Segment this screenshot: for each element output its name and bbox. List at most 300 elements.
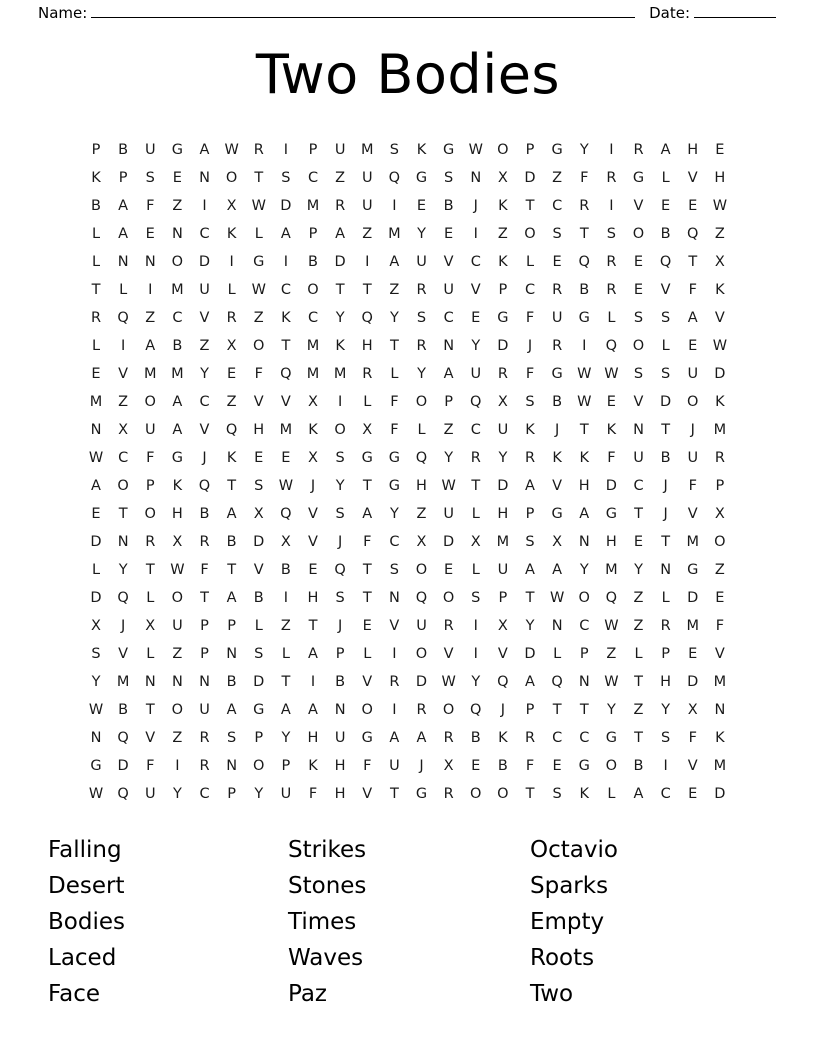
grid-cell[interactable]: X xyxy=(280,534,291,551)
grid-cell[interactable]: P xyxy=(444,394,453,411)
grid-cell[interactable]: S xyxy=(633,366,644,383)
grid-cell[interactable]: V xyxy=(199,310,210,327)
grid-cell[interactable]: X xyxy=(497,394,508,411)
grid-cell[interactable]: U xyxy=(687,450,699,467)
grid-cell[interactable]: M xyxy=(713,758,727,775)
grid-cell[interactable]: M xyxy=(171,366,184,383)
grid-cell[interactable]: Y xyxy=(579,142,589,159)
grid-cell[interactable]: B xyxy=(280,562,291,579)
grid-cell[interactable]: U xyxy=(199,282,210,299)
grid-cell[interactable]: E xyxy=(633,282,644,299)
grid-cell[interactable]: O xyxy=(117,478,129,495)
grid-cell[interactable]: Z xyxy=(633,702,644,719)
grid-cell[interactable]: C xyxy=(118,450,129,467)
grid-cell[interactable]: G xyxy=(388,450,400,467)
grid-cell[interactable]: K xyxy=(715,282,725,299)
grid-cell[interactable]: P xyxy=(661,646,670,663)
grid-cell[interactable]: N xyxy=(117,254,129,271)
grid-cell[interactable]: G xyxy=(388,478,400,495)
grid-cell[interactable]: Y xyxy=(525,618,535,635)
grid-cell[interactable]: X xyxy=(308,450,318,467)
grid-cell[interactable]: T xyxy=(200,590,209,607)
grid-cell[interactable]: B xyxy=(308,254,318,271)
grid-cell[interactable]: L xyxy=(634,646,643,663)
grid-cell[interactable]: U xyxy=(497,422,509,439)
grid-cell[interactable]: F xyxy=(390,394,399,411)
grid-cell[interactable]: K xyxy=(715,394,725,411)
grid-cell[interactable]: V xyxy=(687,506,698,523)
grid-cell[interactable]: H xyxy=(497,506,509,523)
word-list-item[interactable]: Paz xyxy=(288,981,328,1008)
grid-cell[interactable]: N xyxy=(633,422,644,439)
grid-cell[interactable]: D xyxy=(714,786,726,803)
grid-cell[interactable]: R xyxy=(524,730,536,747)
grid-cell[interactable]: Z xyxy=(280,618,291,635)
grid-cell[interactable]: U xyxy=(334,142,346,159)
grid-cell[interactable]: Q xyxy=(415,590,428,607)
word-search-grid[interactable] xyxy=(83,136,733,808)
grid-cell[interactable]: E xyxy=(227,366,237,383)
grid-cell[interactable]: J xyxy=(202,450,207,467)
grid-cell[interactable]: M xyxy=(388,226,401,243)
grid-cell[interactable]: Z xyxy=(172,730,183,747)
grid-cell[interactable]: P xyxy=(91,142,101,159)
grid-cell[interactable]: Y xyxy=(389,310,399,327)
grid-cell[interactable]: M xyxy=(686,534,699,551)
grid-cell[interactable]: I xyxy=(392,198,397,215)
grid-cell[interactable]: P xyxy=(498,282,508,299)
grid-cell[interactable]: E xyxy=(145,226,155,243)
grid-cell[interactable]: G xyxy=(171,450,183,467)
grid-cell[interactable]: F xyxy=(688,478,697,495)
grid-cell[interactable]: Y xyxy=(634,562,643,579)
grid-cell[interactable]: W xyxy=(549,590,565,607)
grid-cell[interactable]: N xyxy=(90,730,102,747)
grid-cell[interactable]: V xyxy=(633,394,644,411)
word-list-item[interactable]: Desert xyxy=(48,873,125,900)
grid-cell[interactable]: X xyxy=(552,534,563,551)
grid-cell[interactable]: O xyxy=(171,590,184,607)
grid-cell[interactable]: A xyxy=(172,394,183,411)
grid-cell[interactable]: J xyxy=(419,758,424,775)
grid-cell[interactable]: D xyxy=(714,366,726,383)
grid-cell[interactable]: Z xyxy=(118,394,129,411)
grid-cell[interactable]: L xyxy=(119,282,128,299)
grid-cell[interactable]: Q xyxy=(578,254,590,271)
grid-cell[interactable]: D xyxy=(253,674,265,691)
grid-cell[interactable]: S xyxy=(552,226,562,243)
grid-cell[interactable]: J xyxy=(310,478,316,495)
grid-cell[interactable]: P xyxy=(335,646,345,663)
grid-cell[interactable]: H xyxy=(605,534,617,551)
grid-cell[interactable]: D xyxy=(497,338,509,355)
grid-cell[interactable]: N xyxy=(334,702,346,719)
grid-cell[interactable]: Z xyxy=(714,562,725,579)
grid-cell[interactable]: B xyxy=(226,534,237,551)
grid-cell[interactable]: E xyxy=(633,254,644,271)
grid-cell[interactable]: V xyxy=(118,366,129,383)
grid-cell[interactable]: A xyxy=(579,506,590,523)
grid-cell[interactable]: F xyxy=(525,310,535,327)
grid-cell[interactable]: F xyxy=(308,786,318,803)
grid-cell[interactable]: T xyxy=(634,730,643,747)
grid-cell[interactable]: S xyxy=(335,590,345,607)
grid-cell[interactable]: H xyxy=(171,506,183,523)
grid-cell[interactable]: A xyxy=(145,338,156,355)
grid-cell[interactable]: T xyxy=(281,674,291,691)
grid-cell[interactable]: D xyxy=(524,646,536,663)
grid-cell[interactable]: E xyxy=(688,646,698,663)
grid-cell[interactable]: I xyxy=(609,198,614,215)
grid-cell[interactable]: G xyxy=(415,786,428,803)
grid-cell[interactable]: U xyxy=(551,310,563,327)
grid-cell[interactable]: W xyxy=(170,562,185,579)
grid-cell[interactable]: C xyxy=(307,170,319,187)
grid-cell[interactable]: O xyxy=(632,338,645,355)
grid-cell[interactable]: I xyxy=(148,282,153,299)
grid-cell[interactable]: Q xyxy=(117,786,129,803)
grid-cell[interactable]: A xyxy=(199,142,210,159)
grid-cell[interactable]: B xyxy=(226,674,237,691)
grid-cell[interactable]: T xyxy=(308,618,318,635)
grid-cell[interactable]: N xyxy=(226,758,238,775)
grid-cell[interactable]: L xyxy=(607,310,616,327)
grid-cell[interactable]: E xyxy=(688,338,698,355)
grid-cell[interactable]: Q xyxy=(470,702,482,719)
grid-cell[interactable]: G xyxy=(415,170,428,187)
grid-cell[interactable]: Z xyxy=(714,226,725,243)
grid-cell[interactable]: S xyxy=(416,310,427,327)
grid-cell[interactable]: N xyxy=(470,170,482,187)
grid-cell[interactable]: W xyxy=(88,786,104,803)
grid-cell[interactable]: J xyxy=(663,506,668,523)
grid-cell[interactable]: R xyxy=(606,254,617,271)
grid-cell[interactable]: C xyxy=(470,422,481,439)
grid-cell[interactable]: E xyxy=(552,254,562,271)
grid-cell[interactable]: A xyxy=(172,422,183,439)
grid-cell[interactable]: R xyxy=(253,142,264,159)
grid-cell[interactable]: N xyxy=(578,534,590,551)
grid-cell[interactable]: O xyxy=(524,226,536,243)
grid-cell[interactable]: C xyxy=(280,282,291,299)
grid-cell[interactable]: S xyxy=(525,394,535,411)
grid-cell[interactable]: S xyxy=(91,646,101,663)
grid-cell[interactable]: R xyxy=(90,310,102,327)
grid-cell[interactable]: U xyxy=(443,282,454,299)
grid-cell[interactable]: O xyxy=(442,590,455,607)
grid-cell[interactable]: X xyxy=(118,422,129,439)
grid-cell[interactable]: Z xyxy=(172,646,183,663)
grid-cell[interactable]: Y xyxy=(606,702,616,719)
grid-cell[interactable]: B xyxy=(660,226,671,243)
grid-cell[interactable]: V xyxy=(389,618,400,635)
grid-cell[interactable]: X xyxy=(145,618,156,635)
grid-cell[interactable]: L xyxy=(254,226,263,243)
grid-cell[interactable]: P xyxy=(118,170,128,187)
grid-cell[interactable]: O xyxy=(714,534,726,551)
grid-cell[interactable]: E xyxy=(715,590,725,607)
grid-cell[interactable]: R xyxy=(199,730,210,747)
grid-cell[interactable]: X xyxy=(226,198,237,215)
grid-cell[interactable]: L xyxy=(525,254,535,271)
grid-cell[interactable]: W xyxy=(224,142,239,159)
grid-cell[interactable]: V xyxy=(660,282,671,299)
grid-cell[interactable]: T xyxy=(579,702,589,719)
grid-cell[interactable]: K xyxy=(416,142,427,159)
grid-cell[interactable]: C xyxy=(389,534,400,551)
grid-cell[interactable]: G xyxy=(551,506,563,523)
grid-cell[interactable]: P xyxy=(227,618,236,635)
grid-cell[interactable]: L xyxy=(553,646,562,663)
grid-cell[interactable]: V xyxy=(443,646,454,663)
word-list-item[interactable]: Stones xyxy=(288,873,367,900)
grid-cell[interactable]: M xyxy=(89,394,103,411)
grid-cell[interactable]: Q xyxy=(280,366,292,383)
grid-cell[interactable]: Y xyxy=(118,562,128,579)
grid-cell[interactable]: B xyxy=(91,198,101,215)
grid-cell[interactable]: S xyxy=(281,170,291,187)
grid-cell[interactable]: I xyxy=(392,646,397,663)
grid-cell[interactable]: P xyxy=(200,646,209,663)
grid-cell[interactable]: E xyxy=(471,758,481,775)
grid-cell[interactable]: Q xyxy=(659,254,672,271)
grid-cell[interactable]: F xyxy=(146,450,155,467)
grid-cell[interactable]: K xyxy=(498,198,508,215)
grid-cell[interactable]: N xyxy=(199,170,210,187)
grid-cell[interactable]: G xyxy=(253,702,265,719)
grid-cell[interactable]: C xyxy=(660,786,671,803)
grid-cell[interactable]: C xyxy=(633,478,644,495)
grid-cell[interactable]: E xyxy=(416,198,427,215)
grid-cell[interactable]: P xyxy=(525,506,535,523)
grid-cell[interactable]: O xyxy=(632,226,645,243)
grid-cell[interactable]: F xyxy=(390,422,399,439)
grid-cell[interactable]: H xyxy=(334,758,346,775)
grid-cell[interactable]: Y xyxy=(335,478,345,495)
grid-cell[interactable]: I xyxy=(365,254,370,271)
grid-cell[interactable]: T xyxy=(118,506,128,523)
grid-cell[interactable]: H xyxy=(660,674,672,691)
grid-cell[interactable]: Q xyxy=(361,310,373,327)
grid-cell[interactable]: R xyxy=(389,674,400,691)
grid-cell[interactable]: O xyxy=(605,758,618,775)
grid-cell[interactable]: T xyxy=(525,198,535,215)
grid-cell[interactable]: V xyxy=(362,674,373,691)
grid-cell[interactable]: J xyxy=(554,422,560,439)
grid-cell[interactable]: C xyxy=(552,198,563,215)
grid-cell[interactable]: M xyxy=(306,338,320,355)
grid-cell[interactable]: E xyxy=(606,394,616,411)
grid-cell[interactable]: B xyxy=(660,450,671,467)
grid-cell[interactable]: A xyxy=(389,254,400,271)
grid-cell[interactable]: W xyxy=(604,618,619,635)
grid-cell[interactable]: P xyxy=(525,702,535,719)
grid-cell[interactable]: X xyxy=(253,506,264,523)
grid-cell[interactable]: C xyxy=(199,226,210,243)
grid-cell[interactable]: Z xyxy=(362,226,373,243)
grid-cell[interactable]: S xyxy=(444,170,454,187)
grid-cell[interactable]: R xyxy=(524,450,536,467)
grid-cell[interactable]: C xyxy=(524,282,536,299)
grid-cell[interactable]: B xyxy=(118,702,129,719)
grid-cell[interactable]: V xyxy=(308,506,318,523)
grid-cell[interactable]: R xyxy=(199,534,210,551)
grid-cell[interactable]: R xyxy=(470,450,481,467)
grid-cell[interactable]: E xyxy=(471,310,481,327)
grid-cell[interactable]: V xyxy=(687,170,698,187)
grid-cell[interactable]: J xyxy=(337,534,343,551)
grid-cell[interactable]: K xyxy=(579,786,589,803)
grid-cell[interactable]: Z xyxy=(497,226,508,243)
grid-cell[interactable]: I xyxy=(229,254,234,271)
grid-cell[interactable]: L xyxy=(281,646,290,663)
grid-cell[interactable]: Q xyxy=(117,310,129,327)
grid-cell[interactable]: T xyxy=(281,338,291,355)
grid-cell[interactable]: X xyxy=(470,534,481,551)
grid-cell[interactable]: I xyxy=(283,590,289,607)
grid-cell[interactable]: E xyxy=(633,534,644,551)
grid-cell[interactable]: D xyxy=(117,758,129,775)
grid-cell[interactable]: A xyxy=(118,198,129,215)
grid-cell[interactable]: Q xyxy=(470,394,482,411)
grid-cell[interactable]: B xyxy=(199,506,210,523)
grid-cell[interactable]: U xyxy=(470,366,482,383)
grid-cell[interactable]: V xyxy=(253,562,264,579)
grid-cell[interactable]: Q xyxy=(198,478,211,495)
grid-cell[interactable]: V xyxy=(714,310,725,327)
grid-cell[interactable]: F xyxy=(200,562,209,579)
grid-cell[interactable]: R xyxy=(443,786,454,803)
grid-cell[interactable]: A xyxy=(633,786,644,803)
grid-cell[interactable]: I xyxy=(283,254,289,271)
grid-cell[interactable]: Q xyxy=(497,674,509,691)
grid-cell[interactable]: Z xyxy=(633,618,644,635)
grid-cell[interactable]: D xyxy=(660,394,672,411)
grid-cell[interactable]: F xyxy=(607,450,616,467)
grid-cell[interactable]: F xyxy=(363,534,372,551)
grid-cell[interactable]: G xyxy=(605,506,617,523)
grid-cell[interactable]: R xyxy=(145,534,156,551)
grid-cell[interactable]: R xyxy=(552,338,563,355)
grid-cell[interactable]: R xyxy=(443,618,454,635)
grid-cell[interactable]: A xyxy=(226,506,237,523)
grid-cell[interactable]: A xyxy=(443,366,454,383)
grid-cell[interactable]: T xyxy=(335,282,345,299)
grid-cell[interactable]: J xyxy=(690,422,695,439)
grid-cell[interactable]: V xyxy=(253,394,264,411)
grid-cell[interactable]: R xyxy=(335,198,346,215)
grid-cell[interactable]: C xyxy=(470,254,481,271)
grid-cell[interactable]: L xyxy=(254,618,263,635)
grid-cell[interactable]: A xyxy=(91,478,101,495)
grid-cell[interactable]: R xyxy=(443,730,454,747)
grid-cell[interactable]: L xyxy=(146,646,155,663)
grid-cell[interactable]: F xyxy=(580,170,589,187)
grid-cell[interactable]: Q xyxy=(388,170,401,187)
grid-cell[interactable]: K xyxy=(579,450,589,467)
grid-cell[interactable]: D xyxy=(605,478,617,495)
grid-cell[interactable]: O xyxy=(253,758,265,775)
grid-cell[interactable]: Y xyxy=(471,674,481,691)
grid-cell[interactable]: C xyxy=(307,310,319,327)
grid-cell[interactable]: T xyxy=(634,506,643,523)
grid-cell[interactable]: D xyxy=(415,674,428,691)
grid-cell[interactable]: C xyxy=(172,310,183,327)
grid-cell[interactable]: T xyxy=(525,786,535,803)
grid-cell[interactable]: E xyxy=(715,142,725,159)
grid-cell[interactable]: P xyxy=(308,226,318,243)
grid-cell[interactable]: V xyxy=(362,786,373,803)
grid-cell[interactable]: Y xyxy=(389,506,399,523)
grid-cell[interactable]: S xyxy=(552,786,562,803)
grid-cell[interactable]: H xyxy=(687,142,699,159)
grid-cell[interactable]: M xyxy=(496,534,510,551)
grid-cell[interactable]: E xyxy=(281,450,291,467)
grid-cell[interactable]: D xyxy=(90,590,102,607)
grid-cell[interactable]: I xyxy=(310,674,316,691)
grid-cell[interactable]: V xyxy=(687,758,698,775)
grid-cell[interactable]: E xyxy=(362,618,372,635)
grid-cell[interactable]: U xyxy=(144,786,156,803)
grid-cell[interactable]: Q xyxy=(117,730,129,747)
grid-cell[interactable]: H xyxy=(416,478,427,495)
grid-cell[interactable]: A xyxy=(362,506,373,523)
grid-cell[interactable]: X xyxy=(308,394,318,411)
grid-cell[interactable]: F xyxy=(525,366,535,383)
grid-cell[interactable]: L xyxy=(146,590,155,607)
grid-cell[interactable]: V xyxy=(633,198,644,215)
grid-cell[interactable]: K xyxy=(335,338,345,355)
grid-cell[interactable]: F xyxy=(146,758,155,775)
grid-cell[interactable]: V xyxy=(145,730,156,747)
grid-cell[interactable]: N xyxy=(117,534,129,551)
grid-cell[interactable]: D xyxy=(280,198,292,215)
grid-cell[interactable]: J xyxy=(527,338,533,355)
grid-cell[interactable]: D xyxy=(334,254,346,271)
grid-cell[interactable]: M xyxy=(116,674,130,691)
grid-cell[interactable]: C xyxy=(579,618,590,635)
grid-cell[interactable]: G xyxy=(578,310,590,327)
grid-cell[interactable]: E xyxy=(688,198,698,215)
grid-cell[interactable]: U xyxy=(443,506,454,523)
grid-cell[interactable]: X xyxy=(497,170,508,187)
grid-cell[interactable]: Y xyxy=(335,310,345,327)
word-list-item[interactable]: Laced xyxy=(48,945,117,972)
grid-cell[interactable]: U xyxy=(144,142,156,159)
grid-cell[interactable]: W xyxy=(88,702,104,719)
grid-cell[interactable]: I xyxy=(175,758,180,775)
grid-cell[interactable]: B xyxy=(443,198,454,215)
grid-cell[interactable]: N xyxy=(578,674,590,691)
grid-cell[interactable]: D xyxy=(253,534,265,551)
grid-cell[interactable]: O xyxy=(171,702,184,719)
grid-cell[interactable]: B xyxy=(470,730,481,747)
grid-cell[interactable]: C xyxy=(552,730,563,747)
word-list-item[interactable]: Empty xyxy=(530,909,605,936)
grid-cell[interactable]: T xyxy=(661,534,671,551)
grid-cell[interactable]: W xyxy=(251,282,266,299)
grid-cell[interactable]: G xyxy=(632,170,645,187)
grid-cell[interactable]: Y xyxy=(661,702,671,719)
grid-cell[interactable]: P xyxy=(254,730,264,747)
grid-cell[interactable]: B xyxy=(633,758,644,775)
grid-cell[interactable]: J xyxy=(663,478,668,495)
grid-cell[interactable]: M xyxy=(360,142,374,159)
grid-cell[interactable]: S xyxy=(661,310,671,327)
grid-cell[interactable]: N xyxy=(90,422,102,439)
grid-cell[interactable]: U xyxy=(416,254,427,271)
grid-cell[interactable]: H xyxy=(307,730,319,747)
